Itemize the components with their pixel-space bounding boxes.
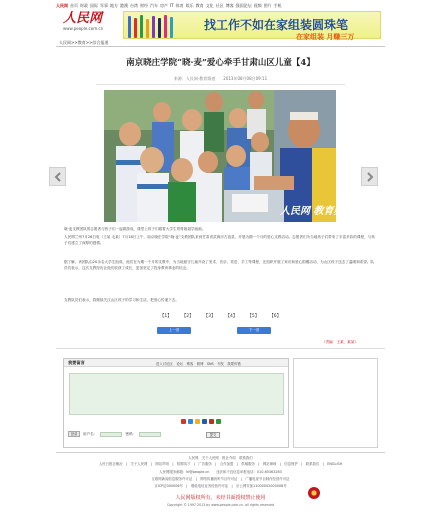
top-nav-item[interactable]: 港澳: [120, 3, 128, 8]
pagination: [56, 313, 385, 319]
ad-subline: 在家组装 月赚三万: [296, 33, 355, 41]
login-row: [68, 431, 161, 437]
submit-button[interactable]: 提交: [206, 432, 220, 438]
divider: [56, 46, 385, 47]
editor-credit: （责编：王某、某某）: [322, 340, 358, 344]
article-paragraph: 据了解，该团队由20余名大学生组成，他们在为期一个月的支教中，为当地留守儿童开设了美术、音乐、英语、手工等课程，还组织开展了家访和爱心捐赠活动，为山区孩子送去了温暖和希望。队员们表示，这次支教经历让他们收获了成长，更加坚定了投身教育事业的信念。: [64, 260, 375, 270]
top-nav-item[interactable]: 文化: [205, 3, 214, 8]
ad-headline: 找工作不如在家组装圆珠笔: [204, 18, 349, 32]
page-title: 南京晓庄学院“晓·麦”爱心牵手甘肃山区儿童【4】: [126, 58, 315, 68]
top-nav-item[interactable]: 军事: [100, 3, 108, 8]
top-nav-item[interactable]: 教育: [195, 3, 204, 8]
logo-text: 人民网: [63, 11, 103, 26]
share-icons: [181, 419, 221, 424]
next-photo-button[interactable]: [361, 167, 378, 186]
top-nav-item[interactable]: 汽车: [150, 3, 158, 8]
username-field[interactable]: [100, 432, 122, 437]
ad-banner[interactable]: [123, 11, 381, 39]
side-panel: [293, 358, 378, 448]
footer-copyright: Copyright © 1997-2013 by www.people.com.cn. all rights reserved: [167, 503, 274, 507]
renren-icon[interactable]: [202, 419, 207, 424]
top-nav-item[interactable]: 体育: [175, 3, 184, 8]
top-nav-home[interactable]: 人民网: [56, 3, 68, 8]
douban-icon[interactable]: [216, 419, 221, 424]
password-field[interactable]: [139, 432, 161, 437]
badge-icon: [308, 487, 320, 499]
photo-caption: 晓·麦支教团队的志愿者与孩子们一起做游戏，课堂上孩子们跟着大学生哥哥姐姐学画画。: [64, 227, 206, 231]
page-link[interactable]: 【5】: [247, 314, 260, 319]
top-nav-item[interactable]: 财经: [140, 3, 148, 8]
pens-image: [128, 14, 188, 38]
footer-nav[interactable]: 人民日报社概况 | 关于人民网 | 网站声明 | 招聘英才 | 广告服务 | 合作加盟 | 供稿服务 | 网站律师 | 信息保护 | 联系我们 | ENGLISH: [98, 462, 343, 466]
prev-photo-button[interactable]: [49, 167, 66, 186]
top-nav-item[interactable]: 手机: [273, 3, 282, 8]
comment-box: [63, 358, 289, 448]
top-nav-item[interactable]: 图片: [263, 3, 272, 8]
top-nav-item[interactable]: 地方: [110, 3, 118, 8]
top-nav-item[interactable]: 首页: [70, 3, 78, 8]
comment-textarea[interactable]: [69, 373, 284, 415]
prev-page-button[interactable]: 上一页: [157, 327, 191, 334]
footer-licenses: 互联网新闻信息服务许可证 | 网络传播视听节目许可证 | 广播电视节目制作经营许可证: [151, 477, 290, 481]
top-nav-item[interactable]: 社区: [215, 3, 224, 8]
divider: [56, 348, 385, 349]
kaixin-icon[interactable]: [209, 419, 214, 424]
next-page-button[interactable]: 下一页: [237, 327, 271, 334]
footer-icp: 京ICP证000006号 | 增值电信业务经营许可证 | 京公网安备11000002000008号: [154, 484, 287, 488]
page-link[interactable]: 【3】: [203, 314, 216, 319]
logo-url: www.people.com.cn: [63, 26, 104, 31]
divider: [56, 452, 385, 453]
comment-heading: 我要留言: [68, 360, 85, 365]
top-nav-item[interactable]: 房产: [160, 3, 168, 8]
site-logo[interactable]: [63, 11, 109, 35]
footer-contact: 人民网服务邮箱：kf@people.cn 违法和不良信息举报电话：010-65363263: [159, 470, 282, 474]
top-nav-item[interactable]: 强国论坛: [235, 3, 252, 8]
top-nav-item[interactable]: 国际: [90, 3, 98, 8]
photo-watermark: 人民网 教育频道: [280, 206, 354, 217]
top-nav: [56, 3, 385, 9]
page-link[interactable]: 【6】: [269, 314, 282, 319]
top-nav-item[interactable]: 视频: [253, 3, 262, 8]
page: [56, 0, 385, 517]
article-byline: 来源：人民网-教育频道 2013年08月08日09:11: [173, 76, 268, 81]
comment-links[interactable]: 进入讨论区 论坛 博客 微博 SNS 刊发 我要纠错: [156, 362, 241, 366]
page-link[interactable]: 【1】: [159, 314, 172, 319]
username-label: 用户名：: [83, 431, 98, 436]
article-photo: [104, 90, 354, 222]
page-link-current[interactable]: 【4】: [225, 314, 238, 319]
divider: [96, 84, 345, 85]
article-paragraph: 支教队员们表示，将继续关注山区孩子的学习和生活，把爱心传递下去。: [64, 298, 179, 302]
top-nav-item[interactable]: 博客: [225, 3, 234, 8]
top-nav-item[interactable]: 台湾: [130, 3, 138, 8]
footer-copyright-cn: 人民网版权所有，未经书面授权禁止使用: [175, 495, 266, 501]
login-button[interactable]: 登录: [68, 431, 80, 437]
password-label: 密码：: [125, 431, 137, 436]
chevron-right-icon: [366, 172, 374, 182]
chevron-left-icon: [54, 172, 62, 182]
top-nav-item[interactable]: 娱乐: [185, 3, 194, 8]
breadcrumb[interactable]: 人民网>>教育>>综合报道: [59, 40, 109, 45]
top-nav-item[interactable]: 时政: [80, 3, 88, 8]
tencent-weibo-icon[interactable]: [188, 419, 193, 424]
page-link[interactable]: 【2】: [181, 314, 194, 319]
qzone-icon[interactable]: [195, 419, 200, 424]
comment-header: [64, 359, 288, 367]
sina-weibo-icon[interactable]: [181, 419, 186, 424]
footer-links[interactable]: 人民网 关于人民网 报社介绍 联系我们: [188, 456, 253, 460]
article-paragraph: 人民网兰州7月26日电（王某 毛某）7月18日上午，南京晓庄学院“晓·麦”支教团队来到甘肃省武威市古浪县，开展为期一个月的爱心支教活动。志愿者们为当地孩子们带来了丰富多彩的课程，与孩子们建立了深厚的感情。: [64, 235, 375, 245]
top-nav-item[interactable]: IT: [170, 3, 174, 8]
